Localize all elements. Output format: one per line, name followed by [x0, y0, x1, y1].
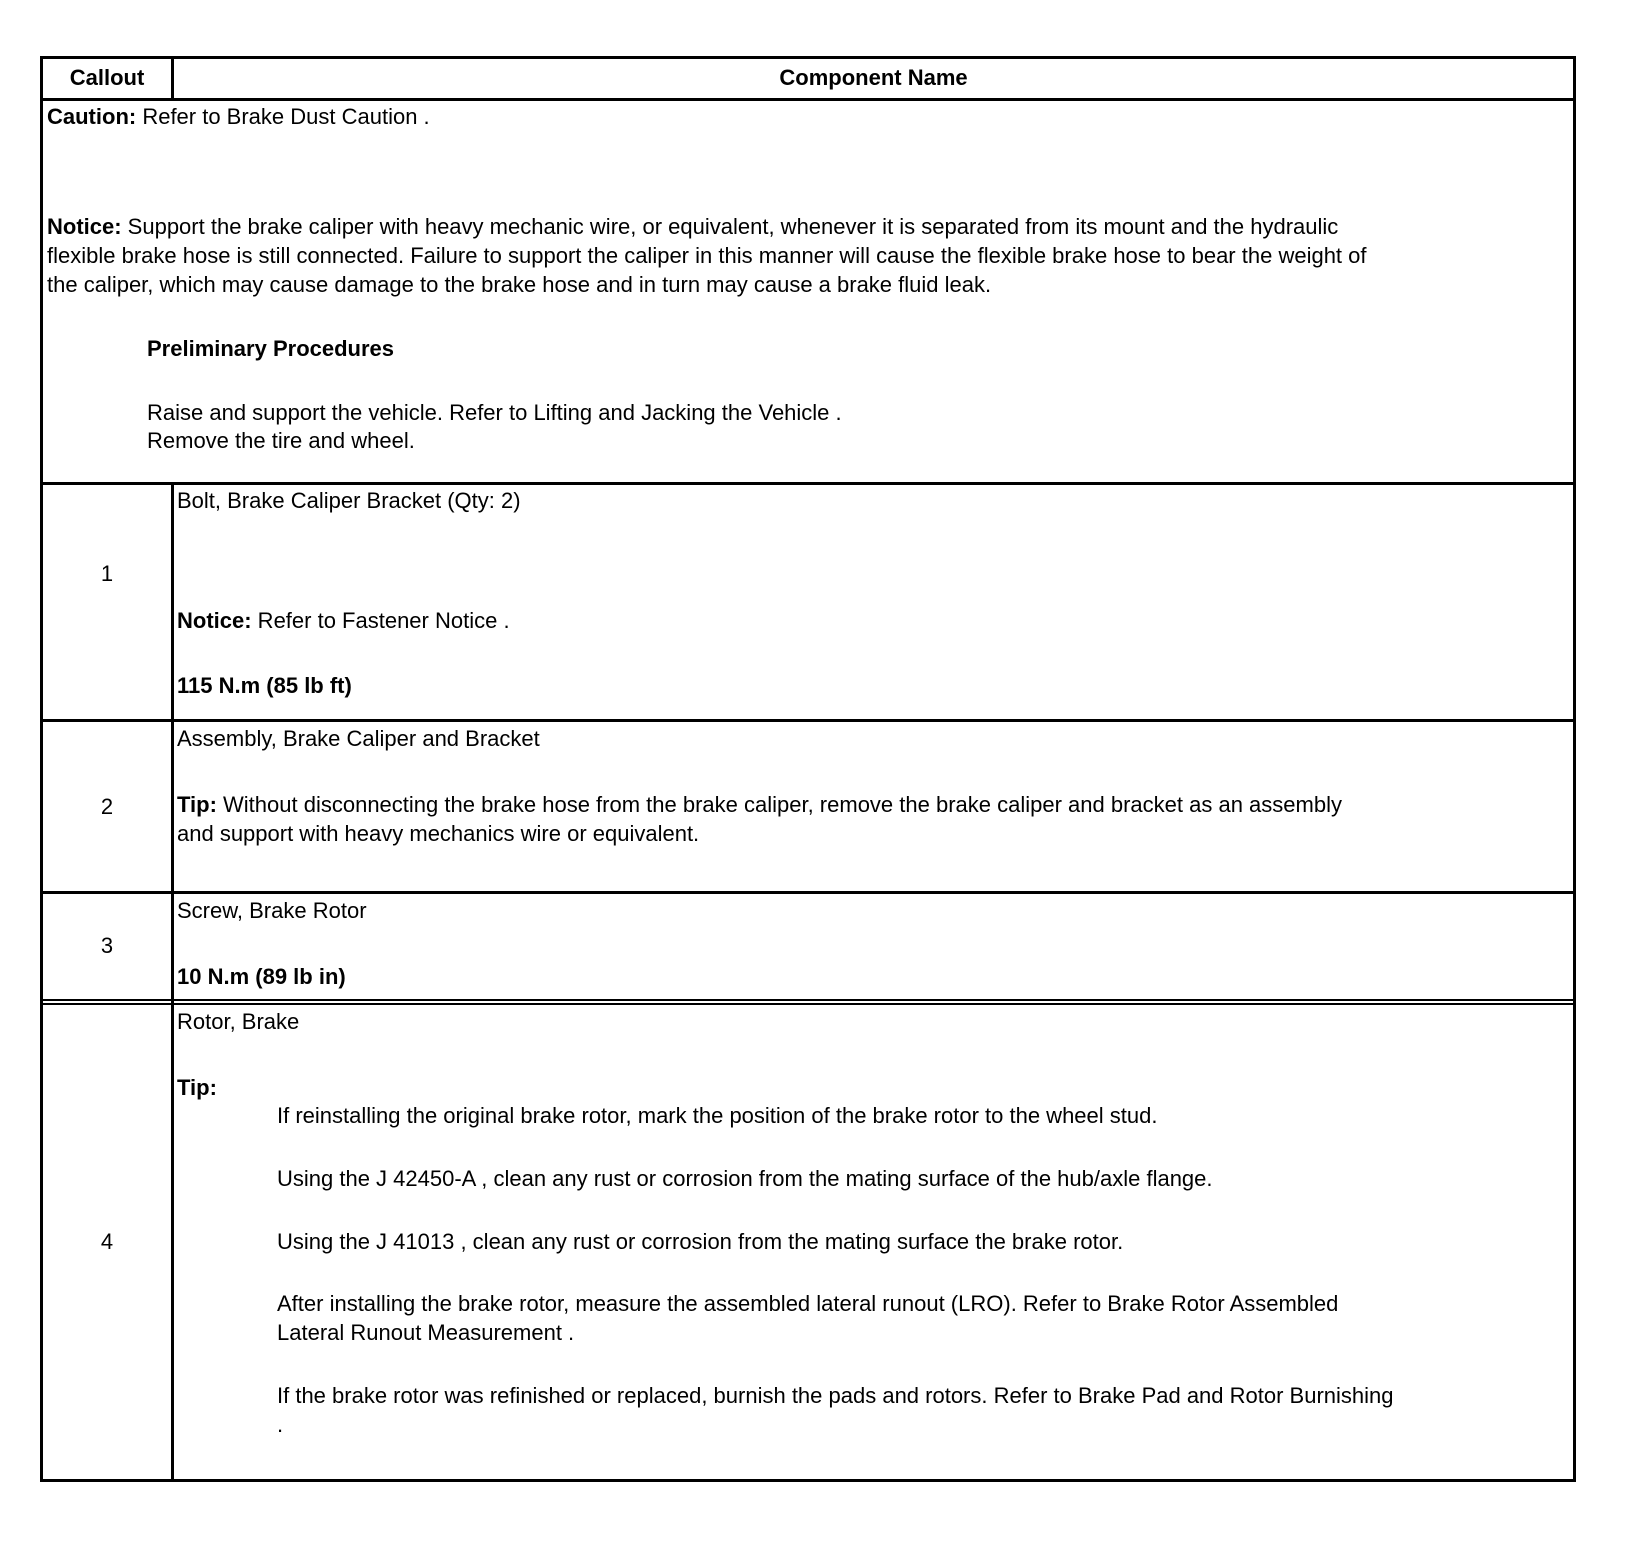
tip-item: Using the J 42450-A , clean any rust or corrosion from the mating surface of the hub/axle flange.	[277, 1166, 1213, 1191]
callout-number: 4	[100, 1229, 114, 1254]
component-name: Assembly, Brake Caliper and Bracket	[177, 726, 540, 751]
column-divider	[171, 482, 174, 1482]
row-divider	[43, 999, 1573, 1001]
torque-spec: 10 N.m (89 lb in)	[177, 964, 346, 989]
torque-spec: 115 N.m (85 lb ft)	[177, 673, 352, 698]
component-table	[40, 56, 1576, 1482]
preliminary-heading: Preliminary Procedures	[147, 336, 395, 361]
row-divider	[43, 719, 1573, 722]
header-component-name: Component Name	[779, 65, 968, 90]
notice-text: Notice: Support the brake caliper with heavy mechanic wire, or equivalent, whenever it is separated from its mount and the hydraulic flexible brake hose is still connected. Failure to support the caliper in this manner will cause the flexible brake hose to bear the weight of the caliper, which may cause damage to the brake hose and in turn may cause a brake fluid leak.	[47, 214, 1367, 297]
component-name: Rotor, Brake	[177, 1009, 300, 1034]
row-divider	[43, 98, 1573, 101]
tip-item: If reinstalling the original brake rotor, mark the position of the brake rotor to the wheel stud.	[277, 1103, 1158, 1128]
tip-item: Using the J 41013 , clean any rust or corrosion from the mating surface the brake rotor.	[277, 1229, 1124, 1254]
row-divider	[43, 891, 1573, 894]
component-name: Screw, Brake Rotor	[177, 898, 367, 923]
tip-item: After installing the brake rotor, measure the assembled lateral runout (LRO). Refer to Brake Rotor Assembled Lateral Runout Measurement .	[277, 1291, 1339, 1345]
row-divider	[43, 482, 1573, 485]
tip-text: Tip: Without disconnecting the brake hose from the brake caliper, remove the brake caliper and bracket as an assembly and support with heavy mechanics wire or equivalent.	[177, 792, 1342, 846]
tip-label: Tip:	[177, 1075, 217, 1100]
callout-number: 2	[100, 794, 114, 819]
component-name: Bolt, Brake Caliper Bracket (Qty: 2)	[177, 488, 521, 513]
row-divider	[43, 1003, 1573, 1005]
callout-number: 3	[100, 933, 114, 958]
caution-text: Caution: Refer to Brake Dust Caution .	[47, 104, 430, 129]
callout-number: 1	[100, 561, 114, 586]
notice-text: Notice: Refer to Fastener Notice .	[177, 608, 510, 633]
tip-item: If the brake rotor was refinished or replaced, burnish the pads and rotors. Refer to Brake Pad and Rotor Burnishing .	[277, 1383, 1394, 1437]
header-callout: Callout	[69, 65, 145, 90]
preliminary-steps: Raise and support the vehicle. Refer to Lifting and Jacking the Vehicle . Remove the tire and wheel.	[147, 400, 842, 453]
